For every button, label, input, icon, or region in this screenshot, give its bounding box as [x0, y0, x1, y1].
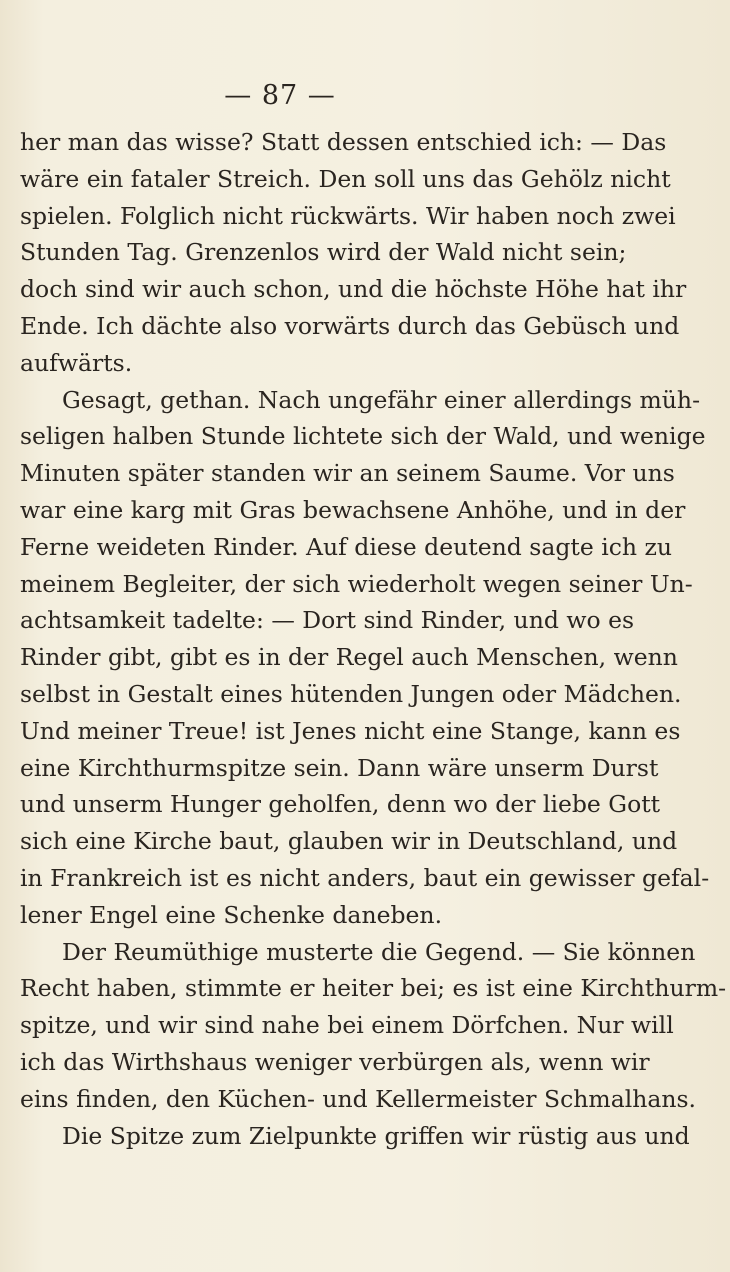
- text-line: doch sind wir auch schon, und die höchste Höhe hat ihr: [20, 275, 687, 304]
- text-line: Ende. Ich dächte also vorwärts durch das Gebüsch und: [20, 311, 680, 340]
- paragraph: [20, 1118, 690, 1155]
- text-line: aufwärts.: [20, 348, 133, 377]
- text-line: ich das Wirthshaus weniger verbürgen als, wenn wir: [20, 1047, 650, 1076]
- text-line: seligen halben Stunde lichtete sich der Wald, und wenige: [20, 422, 706, 451]
- text-line: selbst in Gestalt eines hütenden Jungen oder Mädchen.: [20, 679, 682, 708]
- text-line: lener Engel eine Schenke daneben.: [20, 900, 443, 929]
- paragraph: [20, 124, 687, 382]
- text-line: Die Spitze zum Zielpunkte griffen wir rüstig aus und: [62, 1121, 690, 1150]
- text-line: spielen. Folglich nicht rückwärts. Wir haben noch zwei: [20, 201, 676, 230]
- text-line: Recht haben, stimmte er heiter bei; es ist eine Kirchthurm-: [20, 974, 727, 1003]
- text-line: in Frankreich ist es nicht anders, baut ein gewisser gefal-: [20, 863, 710, 892]
- text-line: Ferne weideten Rinder. Auf diese deutend sagte ich zu: [20, 532, 672, 561]
- paragraph: [20, 382, 710, 934]
- text-line: meinem Begleiter, der sich wiederholt wegen seiner Un-: [20, 569, 693, 598]
- text-line: Der Reumüthige musterte die Gegend. — Sie können: [62, 937, 696, 966]
- text-line: sich eine Kirche baut, glauben wir in Deutschland, und: [20, 827, 678, 856]
- text-line: war eine karg mit Gras bewachsene Anhöhe, und in der: [20, 495, 686, 524]
- paragraph: [20, 934, 727, 1118]
- text-line: Minuten später standen wir an seinem Saume. Vor uns: [20, 459, 675, 488]
- text-line: Stunden Tag. Grenzenlos wird der Wald nicht sein;: [20, 238, 627, 267]
- text-line: spitze, und wir sind nahe bei einem Dörfchen. Nur will: [20, 1011, 674, 1040]
- text-line: eine Kirchthurmspitze sein. Dann wäre unserm Durst: [20, 753, 659, 782]
- page-number: — 87 —: [224, 80, 336, 111]
- text-line: Gesagt, gethan. Nach ungefähr einer allerdings müh-: [62, 385, 701, 414]
- text-line: achtsamkeit tadelte: — Dort sind Rinder, und wo es: [20, 606, 635, 635]
- text-line: und unserm Hunger geholfen, denn wo der liebe Gott: [20, 790, 661, 819]
- body-text: [20, 124, 727, 1154]
- text-line: wäre ein fataler Streich. Den soll uns das Gehölz nicht: [20, 164, 671, 193]
- text-line: her man das wisse? Statt dessen entschied ich: — Das: [20, 128, 667, 156]
- text-line: Rinder gibt, gibt es in der Regel auch Menschen, wenn: [20, 643, 678, 672]
- text-line: Und meiner Treue! ist Jenes nicht eine Stange, kann es: [20, 716, 681, 745]
- text-line: eins finden, den Küchen- und Kellermeister Schmalhans.: [20, 1084, 697, 1113]
